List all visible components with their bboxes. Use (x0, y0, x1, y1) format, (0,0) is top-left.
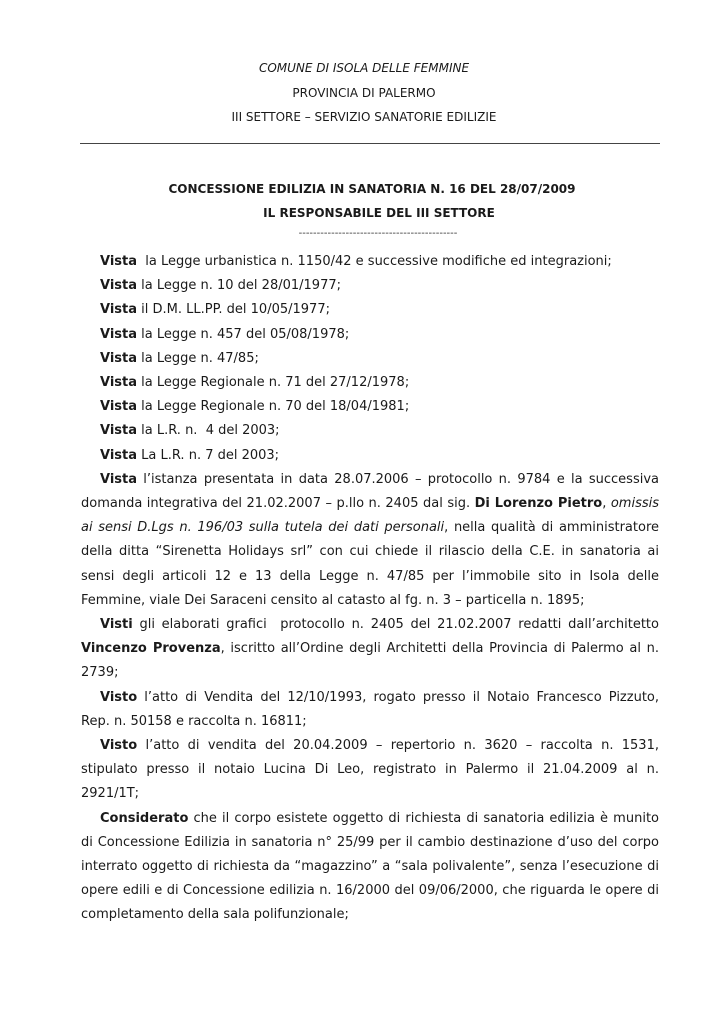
vendita-1-paragraph (81, 686, 659, 734)
elaborati-paragraph (81, 613, 664, 686)
vista-item (81, 323, 659, 347)
vista-item (81, 250, 659, 274)
applicant-name: Di Lorenzo Pietro (474, 496, 603, 512)
istanza-paragraph (81, 468, 659, 613)
vista-keyword: Vista (100, 423, 138, 439)
vendita-2-keyword: Visto (100, 738, 138, 754)
considerato-text: che il corpo esistete oggetto di richiesta di sanatoria edilizia è munito di Concessione Edilizia in sanatoria n° 25/99 per il cambio destinazione d’uso del corpo interrato oggetto di richiesta da “magazzino” a “sala polivalente”, senza l’esecuzione di opere edili e di Concessione edilizia n. 16/2000 del 09/06/2000, che riguarda le opere di completamento della sala polifunzionale; (81, 810, 659, 923)
vista-keyword: Vista (100, 302, 138, 318)
document-subtitle: IL RESPONSABILE DEL III SETTORE (263, 206, 495, 220)
elaborati-keyword: Visti (100, 617, 133, 633)
document-body (81, 250, 664, 928)
istanza-text-2: , (602, 496, 611, 512)
dashed-separator: -------------------------------------------- (298, 228, 458, 239)
elaborati-text-1: gli elaborati grafici protocollo n. 2405 del 21.02.2007 redatti dall’architetto (132, 617, 664, 633)
considerato-paragraph (81, 807, 659, 928)
document-title-text: CONCESSIONE EDILIZIA IN SANATORIA N. 16 DEL 28/07/2009 (168, 182, 576, 196)
header-divider (80, 143, 660, 144)
vista-text: la Legge Regionale n. 71 del 27/12/1978; (137, 375, 410, 391)
vista-item (81, 419, 659, 443)
vista-text: la Legge n. 457 del 05/08/1978; (137, 326, 350, 342)
vista-item (81, 371, 659, 395)
header-province: PROVINCIA DI PALERMO (292, 86, 436, 100)
vendita-2-paragraph (81, 734, 659, 807)
vista-text: La L.R. n. 7 del 2003; (137, 447, 280, 463)
vista-text: la L.R. n. 4 del 2003; (137, 423, 280, 439)
elaborati-text-2: , iscritto all’Ordine degli Architetti della Provincia di Palermo al n. 2739; (81, 641, 659, 681)
document-title (0, 182, 728, 196)
vista-text: la Legge urbanistica n. 1150/42 e successive modifiche ed integrazioni; (137, 254, 612, 269)
istanza-text-1: l’istanza presentata in data 28.07.2006 – protocollo n. 9784 e la successiva domanda integrativa del 21.02.2007 – p.llo n. 2405 dal sig. (81, 471, 659, 512)
privacy-omissis: omissis ai sensi D.Lgs n. 196/03 sulla tutela dei dati personali (81, 496, 660, 536)
vista-keyword: Vista (100, 447, 138, 463)
vista-keyword: Vista (100, 399, 138, 415)
architect-name: Vincenzo Provenza (81, 641, 221, 657)
vendita-1-keyword: Visto (100, 689, 138, 705)
istanza-keyword: Vista (100, 471, 138, 487)
vista-text: la Legge n. 47/85; (137, 350, 259, 366)
vista-text: la Legge n. 10 del 28/01/1977; (137, 278, 341, 294)
vista-item (81, 395, 659, 419)
vista-keyword: Vista (100, 350, 138, 366)
vista-keyword: Vista (100, 278, 138, 294)
vista-keyword: Vista (100, 375, 138, 391)
vista-keyword: Vista (100, 326, 138, 342)
vista-text: il D.M. LL.PP. del 10/05/1977; (137, 302, 330, 318)
considerato-keyword: Considerato (100, 810, 189, 826)
vista-text: la Legge Regionale n. 70 del 18/04/1981; (137, 399, 410, 415)
istanza-text-3: , nella qualità di amministratore della ditta “Sirenetta Holidays srl” con cui chiede il rilascio della C.E. in sanatoria ai sensi degli articoli 12 e 13 della Legge n. 47/85 per l’immobile sito in Isola delle Femmine, viale Dei Saraceni censito al catasto al fg. n. 3 – particella n. 1895; (81, 520, 659, 608)
vista-keyword: Vista (100, 254, 138, 269)
vendita-1-text: l’atto di Vendita del 12/10/1993, rogato presso il Notaio Francesco Pizzuto, Rep. n. 50158 e raccolta n. 16811; (81, 689, 659, 729)
vendita-2-text: l’atto di vendita del 20.04.2009 – repertorio n. 3620 – raccolta n. 1531, stipulato presso il notaio Lucina Di Leo, registrato in Palermo il 21.04.2009 al n. 2921/1T; (81, 738, 659, 802)
header-municipality: COMUNE DI ISOLA DELLE FEMMINE (258, 61, 470, 75)
header-department: III SETTORE – SERVIZIO SANATORIE EDILIZIE (231, 110, 497, 124)
vista-item (81, 274, 659, 298)
vista-item (81, 444, 659, 468)
vista-item (81, 347, 659, 371)
vista-item (81, 298, 659, 322)
